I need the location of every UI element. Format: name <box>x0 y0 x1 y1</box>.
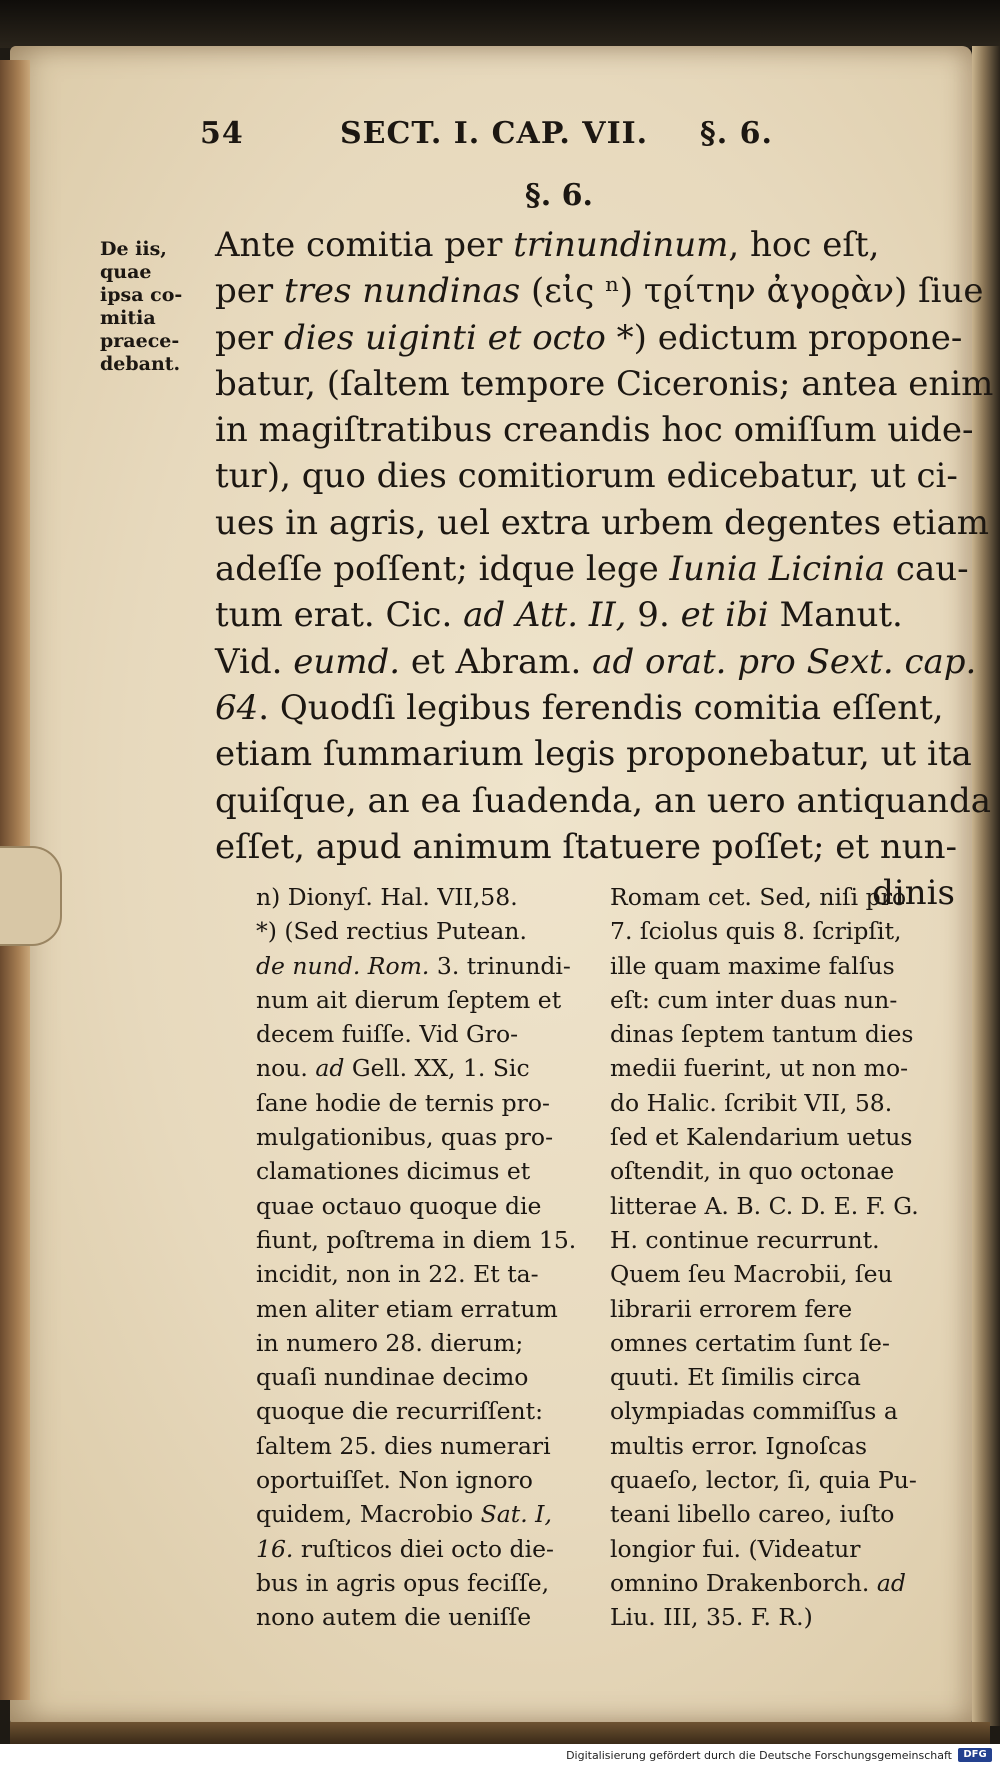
page-number: 54 <box>200 116 244 151</box>
text-segment: quaſi nundinae decimo <box>256 1363 529 1392</box>
text-segment: per <box>215 271 284 312</box>
main-body-text <box>215 222 994 916</box>
text-segment: omnino Drakenborch. <box>610 1568 877 1597</box>
footnote-line <box>610 1600 960 1634</box>
margin-note-line: debant. <box>100 353 181 375</box>
footnote-line <box>610 1017 960 1051</box>
text-segment: Manut. <box>768 595 903 636</box>
text-segment: eſſet, apud animum ſtatuere poſſet; et nun- <box>215 826 958 867</box>
footnote-line <box>610 1326 960 1360</box>
section-heading: §. 6. <box>525 178 593 213</box>
footnote-line <box>256 1292 586 1326</box>
text-segment: cau- <box>885 549 969 590</box>
text-segment: quidem, Macrobio <box>256 1500 481 1529</box>
margin-note-line: De iis, <box>100 238 167 260</box>
running-header <box>200 116 800 156</box>
text-segment: eſt: cum inter duas nun- <box>610 985 898 1014</box>
text-segment: ues in agris, uel extra urbem degentes etiam <box>215 502 990 543</box>
footnote-line <box>610 1360 960 1394</box>
text-segment: . Quodſi legibus ferendis comitia eſſent, <box>258 687 944 728</box>
footnote-line <box>256 1257 586 1291</box>
running-head: SECT. I. CAP. VII. <box>340 116 649 151</box>
text-segment: in magiſtratibus creandis hoc omiſſum uide- <box>215 410 974 451</box>
footnotes-right-column <box>610 880 960 1635</box>
text-segment: *) (Sed rectius Putean. <box>256 917 527 946</box>
footnote-line <box>256 1394 586 1428</box>
footnote-line <box>610 1566 960 1600</box>
margin-note-line: praece- <box>100 330 180 352</box>
text-segment: num ait dierum ſeptem et <box>256 985 562 1014</box>
text-segment: litterae A. B. C. D. E. F. G. <box>610 1191 919 1220</box>
footnote-line <box>256 1017 586 1051</box>
footnote-line <box>610 1463 960 1497</box>
footnote-line <box>610 1429 960 1463</box>
text-segment: etiam ſummarium legis proponebatur, ut ita <box>215 734 972 775</box>
text-segment: Vid. <box>215 641 294 682</box>
body-line <box>215 453 958 499</box>
body-line <box>215 592 955 638</box>
text-segment: ille quam maxime falſus <box>610 951 895 980</box>
text-segment: in numero 28. dierum; <box>256 1328 524 1357</box>
text-segment: (εἰς ⁿ) τϱίτην ἀγοϱὰν) ſiue <box>520 271 984 312</box>
footnote-line <box>256 949 586 983</box>
text-segment: ſaltem 25. dies numerari <box>256 1431 551 1460</box>
footnote-line <box>610 983 960 1017</box>
footnote-line <box>256 1120 586 1154</box>
margin-note-line: ipsa co- <box>100 284 183 306</box>
page-bottom-edge <box>10 1722 990 1744</box>
text-segment: Quem ſeu Macrobii, ſeu <box>610 1260 893 1289</box>
text-segment: teani libello careo, iuſto <box>610 1500 895 1529</box>
footnote-line <box>256 1497 586 1531</box>
body-line <box>215 778 991 824</box>
text-segment: librarii errorem fere <box>610 1294 853 1323</box>
text-segment: ruſticos diei octo die- <box>293 1534 554 1563</box>
header-section: §. 6. <box>700 116 773 151</box>
text-segment: ad <box>876 1568 906 1597</box>
text-segment: nou. <box>256 1054 316 1083</box>
dfg-logo: DFG <box>958 1748 992 1762</box>
text-segment: tur), quo dies comitiorum edicebatur, ut ci- <box>215 456 958 497</box>
footnote-line <box>256 914 586 948</box>
footnote-line <box>256 1223 586 1257</box>
text-segment: , hoc eſt, <box>728 225 880 265</box>
footnote-line <box>256 1154 586 1188</box>
text-segment: omnes certatim ſunt ſe- <box>610 1328 890 1357</box>
body-line <box>215 685 955 731</box>
text-segment: trinundinum <box>513 225 729 265</box>
scan-top-edge <box>0 0 1000 48</box>
text-segment: 64 <box>215 687 259 728</box>
text-segment: tum erat. Cic. <box>215 595 464 636</box>
text-segment: *) edictum propone- <box>605 317 963 358</box>
text-segment: ad orat. pro Sext. cap. <box>592 641 977 682</box>
margin-note <box>100 238 200 376</box>
text-segment: Ante comitia per <box>215 225 514 265</box>
text-segment: ſane hodie de ternis pro- <box>256 1088 550 1117</box>
text-segment: Gell. XX, 1. Sic <box>344 1054 530 1083</box>
text-segment: Romam cet. Sed, niſi pro <box>610 883 907 911</box>
text-segment: olympiadas commiſſus a <box>610 1397 898 1426</box>
text-segment: et ibi <box>680 595 769 636</box>
footnote-line <box>610 880 960 914</box>
body-line <box>215 222 955 268</box>
footnote-line <box>610 1051 960 1085</box>
footnote-line <box>256 1189 586 1223</box>
footnote-line <box>256 1051 586 1085</box>
text-segment: dinas ſeptem tantum dies <box>610 1020 914 1049</box>
text-segment: dies uiginti et octo <box>283 317 606 358</box>
text-segment: H. continue recurrunt. <box>610 1225 880 1254</box>
text-segment: oportuiſſet. Non ignoro <box>256 1466 533 1495</box>
body-line <box>215 268 984 314</box>
text-segment: nono autem die ueniſſe <box>256 1603 532 1632</box>
footnote-line <box>256 1086 586 1120</box>
bookmark-tab <box>0 846 62 946</box>
footnote-line <box>610 1154 960 1188</box>
text-segment: do Halic. ſcribit VII, 58. <box>610 1088 893 1117</box>
text-segment: n) Dionyſ. Hal. VII,58. <box>256 883 518 911</box>
text-segment: longior fui. (Videatur <box>610 1534 861 1563</box>
footnote-line <box>610 949 960 983</box>
body-line <box>215 407 974 453</box>
footnote-line <box>610 914 960 948</box>
margin-note-line: quae <box>100 261 152 283</box>
footnote-line <box>610 1292 960 1326</box>
text-segment: de nund. Rom. <box>256 951 430 980</box>
text-segment: 16. <box>256 1534 294 1563</box>
text-segment: fiunt, poſtrema in diem 15. <box>256 1225 577 1254</box>
footnote-line <box>610 1394 960 1428</box>
text-segment: adeſſe poſſent; idque lege <box>215 549 670 590</box>
footnote-line <box>256 1326 586 1360</box>
footnote-line <box>610 1223 960 1257</box>
text-segment: tres nundinas <box>283 271 521 312</box>
footnote-line <box>256 1429 586 1463</box>
text-segment: oſtendit, in quo octonae <box>610 1157 895 1186</box>
text-segment: 3. trinundi- <box>429 951 571 980</box>
text-segment: mulgationibus, quas pro- <box>256 1123 554 1152</box>
text-segment: Liu. III, 35. F. R.) <box>610 1603 813 1632</box>
footnote-line <box>610 1086 960 1120</box>
text-segment: medii fuerint, ut non mo- <box>610 1054 909 1083</box>
text-segment: ad Att. II, <box>463 595 627 636</box>
body-line <box>215 315 963 361</box>
text-segment: multis error. Ignoſcas <box>610 1431 868 1460</box>
footnote-line <box>610 1189 960 1223</box>
body-line <box>215 731 972 777</box>
text-segment: eumd. <box>293 641 401 682</box>
footnote-line <box>610 1257 960 1291</box>
text-segment: quoque die recurriſſent: <box>256 1397 544 1426</box>
body-line <box>215 546 969 592</box>
body-line <box>215 824 958 870</box>
text-segment: quae octauo quoque die <box>256 1191 542 1220</box>
body-line <box>215 361 994 407</box>
text-segment: et Abram. <box>400 641 593 682</box>
text-segment: incidit, non in 22. Et ta- <box>256 1260 539 1289</box>
text-segment: Sat. I, <box>480 1500 552 1529</box>
text-segment: quiſque, an ea ſuadenda, an uero antiquanda <box>215 780 991 821</box>
footnotes-left-column <box>256 880 586 1635</box>
footnote-line <box>256 1566 586 1600</box>
text-segment: ad <box>315 1054 345 1083</box>
text-segment: dinis <box>872 873 955 914</box>
text-segment: batur, (ſaltem tempore Ciceronis; antea enim <box>215 363 994 404</box>
footnote-line <box>610 1497 960 1531</box>
footnote-line <box>256 1532 586 1566</box>
footnote-line <box>610 1532 960 1566</box>
footnote-line <box>256 880 586 914</box>
footnote-line <box>256 1463 586 1497</box>
footer-credit: Digitalisierung gefördert durch die Deutsche Forschungsgemeinschaft <box>566 1749 952 1762</box>
footnote-line <box>256 1600 586 1634</box>
body-line <box>215 639 977 685</box>
margin-note-line: mitia <box>100 307 156 329</box>
text-segment: men aliter etiam erratum <box>256 1294 558 1323</box>
text-segment: 7. ſciolus quis 8. ſcripſit, <box>610 917 902 946</box>
digitization-footer <box>0 1744 1000 1767</box>
footnote-line <box>256 983 586 1017</box>
body-line <box>215 500 990 546</box>
text-segment: ſed et Kalendarium uetus <box>610 1123 913 1152</box>
text-segment: 9. <box>626 595 681 636</box>
footnote-line <box>256 1360 586 1394</box>
text-segment: quuti. Et ſimilis circa <box>610 1363 861 1392</box>
text-segment: Iunia Licinia <box>669 549 886 590</box>
text-segment: bus in agris opus feciſſe, <box>256 1568 550 1597</box>
text-segment: clamationes dicimus et <box>256 1157 531 1186</box>
text-segment: quaeſo, lector, ſi, quia Pu- <box>610 1466 917 1495</box>
footnote-line <box>610 1120 960 1154</box>
text-segment: per <box>215 317 284 358</box>
text-segment: decem fuiſſe. Vid Gro- <box>256 1020 519 1049</box>
